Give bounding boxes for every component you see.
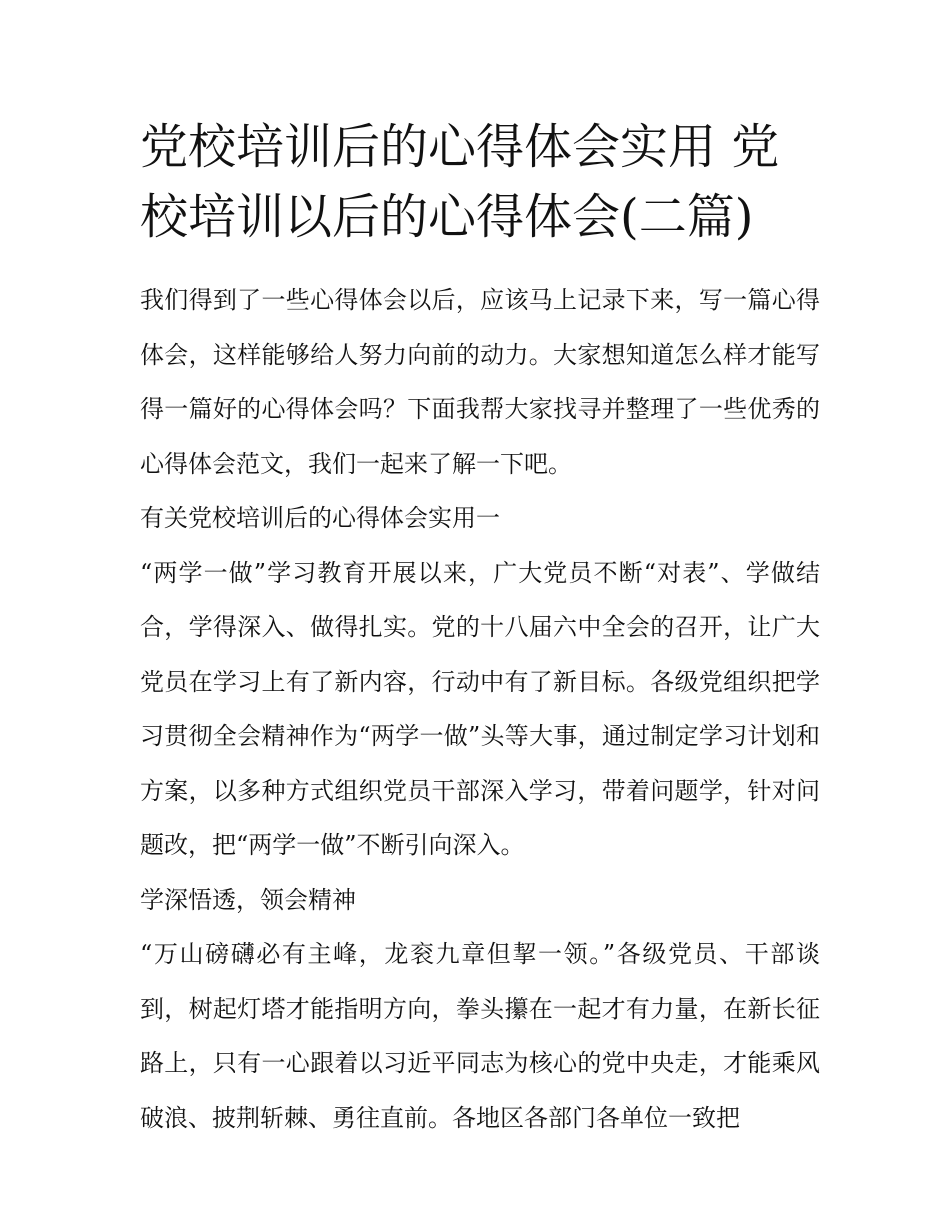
- body-paragraph: “万山磅礴必有主峰，龙衮九章但挈一领。”各级党员、干部谈到，树起灯塔才能指明方向，拳头攥在一起才有力量，在新长征路上，只有一心跟着以习近平同志为核心的党中央走，才能乘风破浪、披荆斩棘、勇往直前。各地区各部门各单位一致把: [140, 940, 820, 1132]
- document-body: [140, 273, 820, 1145]
- body-paragraph: “两学一做”学习教育开展以来，广大党员不断“对表”、学做结合，学得深入、做得扎实。党的十八届六中全会的召开，让广大党员在学习上有了新内容，行动中有了新目标。各级党组织把学习贯彻全会精神作为“两学一做”头等大事，通过制定学习计划和方案，以多种方式组织党员干部深入学习，带着问题学，针对问题改，把“两学一做”不断引向深入。: [140, 558, 820, 859]
- document-title: 党校培训后的心得体会实用 党校培训以后的心得体会(二篇): [140, 119, 780, 245]
- intro-paragraph: 我们得到了一些心得体会以后，应该马上记录下来，写一篇心得体会，这样能够给人努力向前的动力。大家想知道怎么样才能写得一篇好的心得体会吗？下面我帮大家找寻并整理了一些优秀的心得体会范文，我们一起来了解一下吧。: [140, 286, 820, 478]
- section-heading: 有关党校培训后的心得体会实用一: [140, 504, 500, 532]
- subsection-heading: 学深悟透，领会精神: [140, 885, 356, 914]
